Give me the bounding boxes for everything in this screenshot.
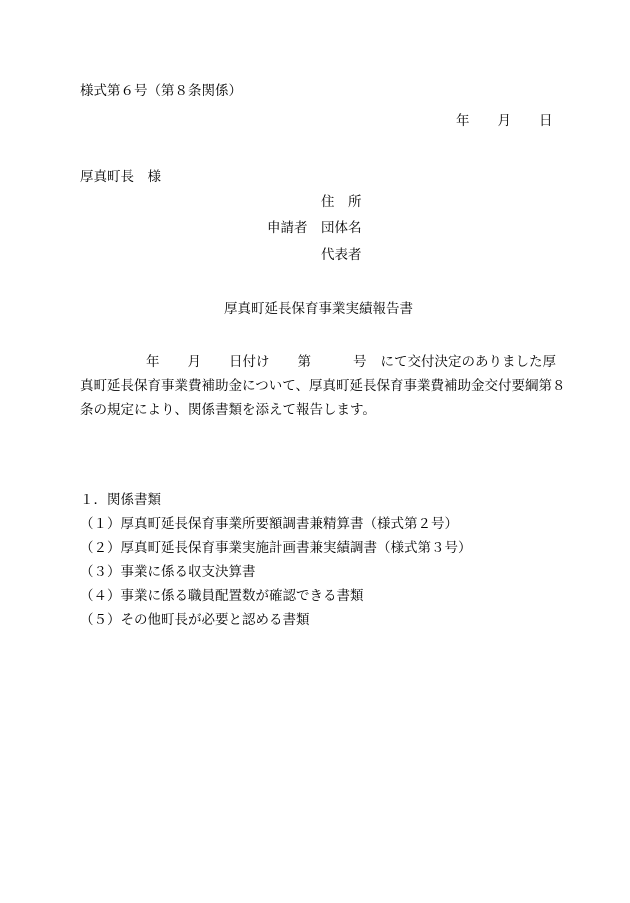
related-documents-section <box>80 488 472 632</box>
date-month: 月 <box>497 113 511 129</box>
address-label: 住 所 <box>321 194 362 210</box>
section-heading: １．関係書類 <box>80 492 161 508</box>
body-go: 号 <box>353 354 367 370</box>
body-line1-tail: にて交付決定のありました厚 <box>380 354 556 370</box>
body-line-1 <box>80 350 560 374</box>
list-item: （４）事業に係る職員配置数が確認できる書類 <box>80 588 364 604</box>
group-name-label: 団体名 <box>321 220 362 236</box>
date-day: 日 <box>539 113 553 129</box>
body-month: 月 <box>187 354 201 370</box>
list-item: （３）事業に係る収支決算書 <box>80 564 256 580</box>
list-item: （５）その他町長が必要と認める書類 <box>80 612 310 628</box>
body-year: 年 <box>146 354 160 370</box>
representative-label: 代表者 <box>321 247 362 263</box>
date-line <box>456 115 553 129</box>
report-body <box>80 350 566 422</box>
body-line-2: 真町延長保育事業費補助金について、厚真町延長保育事業費補助金交付要綱第８ <box>80 378 566 394</box>
body-line-3: 条の規定により、関係書類を添えて報告します。 <box>80 402 376 418</box>
addressee: 厚真町長 様 <box>80 169 161 185</box>
body-dai: 第 <box>297 354 311 370</box>
form-number: 様式第６号（第８条関係） <box>80 83 242 99</box>
list-item: （２）厚真町延長保育事業実施計画書兼実績調書（様式第３号） <box>80 540 472 556</box>
date-year: 年 <box>456 113 470 129</box>
list-item: （１）厚真町延長保育事業所要額調書兼精算書（様式第２号） <box>80 516 458 532</box>
document-title: 厚真町延長保育事業実績報告書 <box>224 301 413 317</box>
applicant-label: 申請者 <box>267 220 308 236</box>
body-date-suffix: 日付け <box>229 354 270 370</box>
